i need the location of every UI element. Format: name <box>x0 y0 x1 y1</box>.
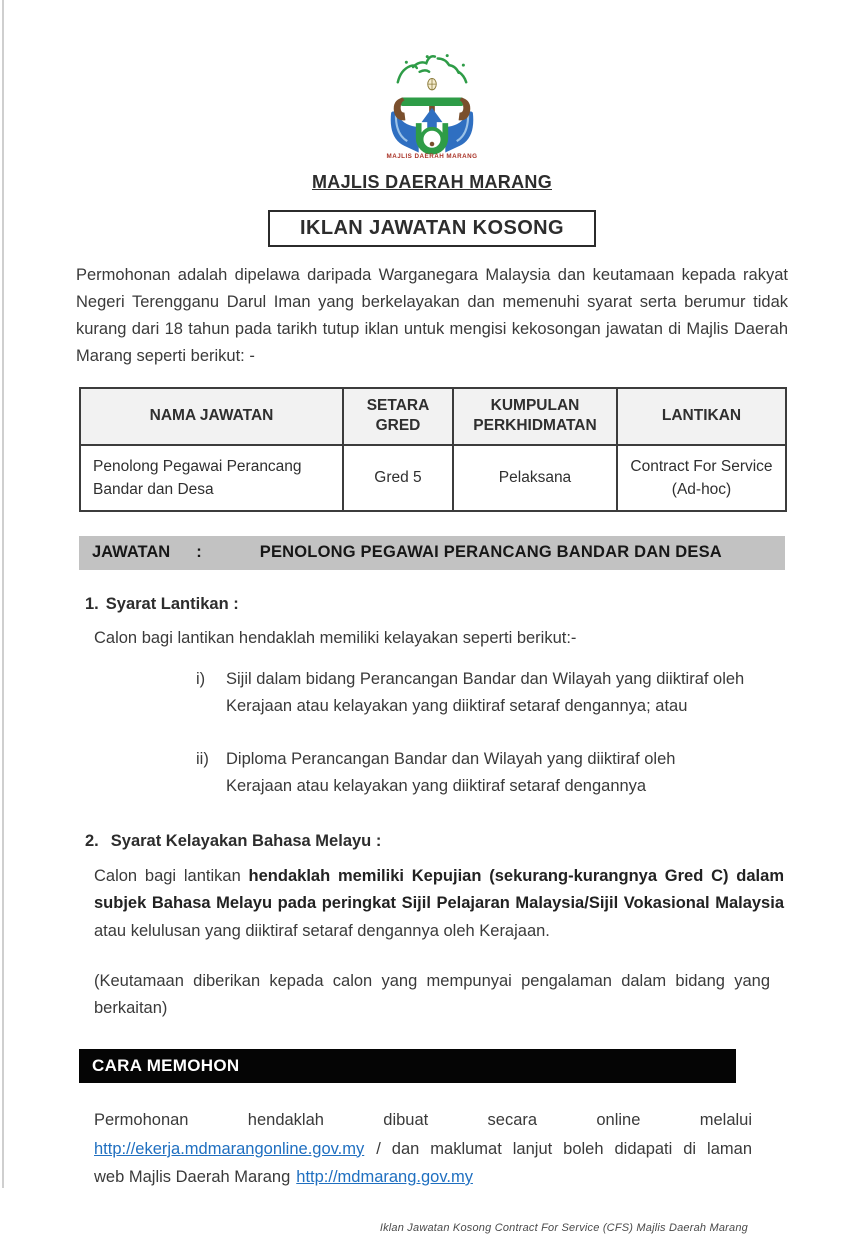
position-bar-label: JAWATAN <box>92 543 171 561</box>
list-item-ii-text: Diploma Perancangan Bandar dan Wilayah yang diiktiraf oleh Kerajaan atau kelayakan yang diiktiraf setaraf dengannya <box>226 749 676 795</box>
table-row <box>80 445 786 511</box>
apply-line2 <box>94 1135 752 1164</box>
logo-caption: MAJLIS DAERAH MARANG <box>386 153 478 161</box>
section1-title: Syarat Lantikan : <box>105 594 239 613</box>
section1-lead: Calon bagi lantikan hendaklah memiliki kelayakan seperti berikut:- <box>94 628 577 647</box>
list-item-ii <box>196 746 788 800</box>
intro-paragraph: Permohonan adalah dipelawa daripada Warganegara Malaysia dan keutamaan kepada rakyat Negeri Terengganu Darul Iman yang berkelayakan dan memenuhi syarat serta berumur tidak kurang dari 18 tahun pada tarikh tutup iklan untuk mengisi kekosongan jawatan di Majlis Daerah Marang seperti berikut: - <box>76 266 788 365</box>
section2-paragraph <box>94 863 784 946</box>
advert-title: IKLAN JAWATAN KOSONG <box>268 210 596 247</box>
list-item-ii-marker: ii) <box>196 749 209 768</box>
vacancy-table <box>79 387 787 512</box>
priority-note: (Keutamaan diberikan kepada calon yang mempunyai pengalaman dalam bidang yang berkaitan) <box>94 972 770 1017</box>
apply-section-title: CARA MEMOHON <box>92 1056 240 1075</box>
mdmarang-link[interactable]: http://mdmarang.gov.my <box>296 1168 473 1186</box>
apply-line2-text: / dan maklumat lanjut boleh didapati di laman <box>376 1139 752 1158</box>
col-header-nama-jawatan: NAMA JAWATAN <box>80 388 343 445</box>
col-header-kumpulan-perkhidmatan: KUMPULAN PERKHIDMATAN <box>453 388 617 445</box>
apply-section-bar <box>79 1049 736 1083</box>
banner-container <box>76 210 788 247</box>
position-bar <box>79 536 785 570</box>
section1-heading <box>85 595 788 614</box>
cell-setara-gred: Gred 5 <box>343 445 453 511</box>
list-item-i <box>196 666 788 720</box>
footer-note: Iklan Jawatan Kosong Contract For Service (CFS) Majlis Daerah Marang <box>379 1221 748 1234</box>
section2-text-normal2: atau kelulusan yang diiktiraf setaraf dengannya oleh Kerajaan. <box>94 921 550 940</box>
section2-heading <box>85 832 788 851</box>
org-title: MAJLIS DAERAH MARANG <box>312 172 552 192</box>
apply-line3-text: web Majlis Daerah Marang <box>94 1168 291 1186</box>
cell-kumpulan-perkhidmatan: Pelaksana <box>453 445 617 511</box>
section1-number: 1. <box>85 594 99 613</box>
apply-paragraph <box>94 1106 752 1192</box>
list-item-i-text: Sijil dalam bidang Perancangan Bandar dan Wilayah yang diiktiraf oleh Kerajaan atau kelayakan yang diiktiraf setaraf dengannya; atau <box>226 669 745 715</box>
scanned-page-edge <box>2 0 4 1188</box>
section2-text-normal1: Calon bagi lantikan <box>94 866 249 885</box>
table-header-row <box>80 388 786 445</box>
logo-container <box>76 0 788 162</box>
cell-nama-jawatan: Penolong Pegawai Perancang Bandar dan Desa <box>80 445 343 511</box>
col-header-setara-gred: SETARA GRED <box>343 388 453 445</box>
cell-lantikan: Contract For Service (Ad-hoc) <box>617 445 786 511</box>
section2-title: Syarat Kelayakan Bahasa Melayu : <box>110 831 382 850</box>
majlis-daerah-marang-logo-icon <box>375 50 489 162</box>
position-bar-separator: : <box>196 543 202 561</box>
position-bar-value: PENOLONG PEGAWAI PERANCANG BANDAR DAN DESA <box>259 543 722 561</box>
ekerja-link[interactable]: http://ekerja.mdmarangonline.gov.my <box>94 1139 365 1158</box>
apply-line1: Permohonan hendaklah dibuat secara online melalui <box>94 1111 752 1129</box>
col-header-lantikan: LANTIKAN <box>617 388 786 445</box>
section2-number: 2. <box>85 831 99 850</box>
section2-text-bold: hendaklah memiliki Kepujian (sekurang-kurangnya Gred C) dalam subjek Bahasa Melayu pada peringkat Sijil Pelajaran Malaysia/Sijil Vokasional Malaysia <box>94 866 784 912</box>
apply-line3 <box>94 1163 752 1192</box>
list-item-i-marker: i) <box>196 669 206 688</box>
